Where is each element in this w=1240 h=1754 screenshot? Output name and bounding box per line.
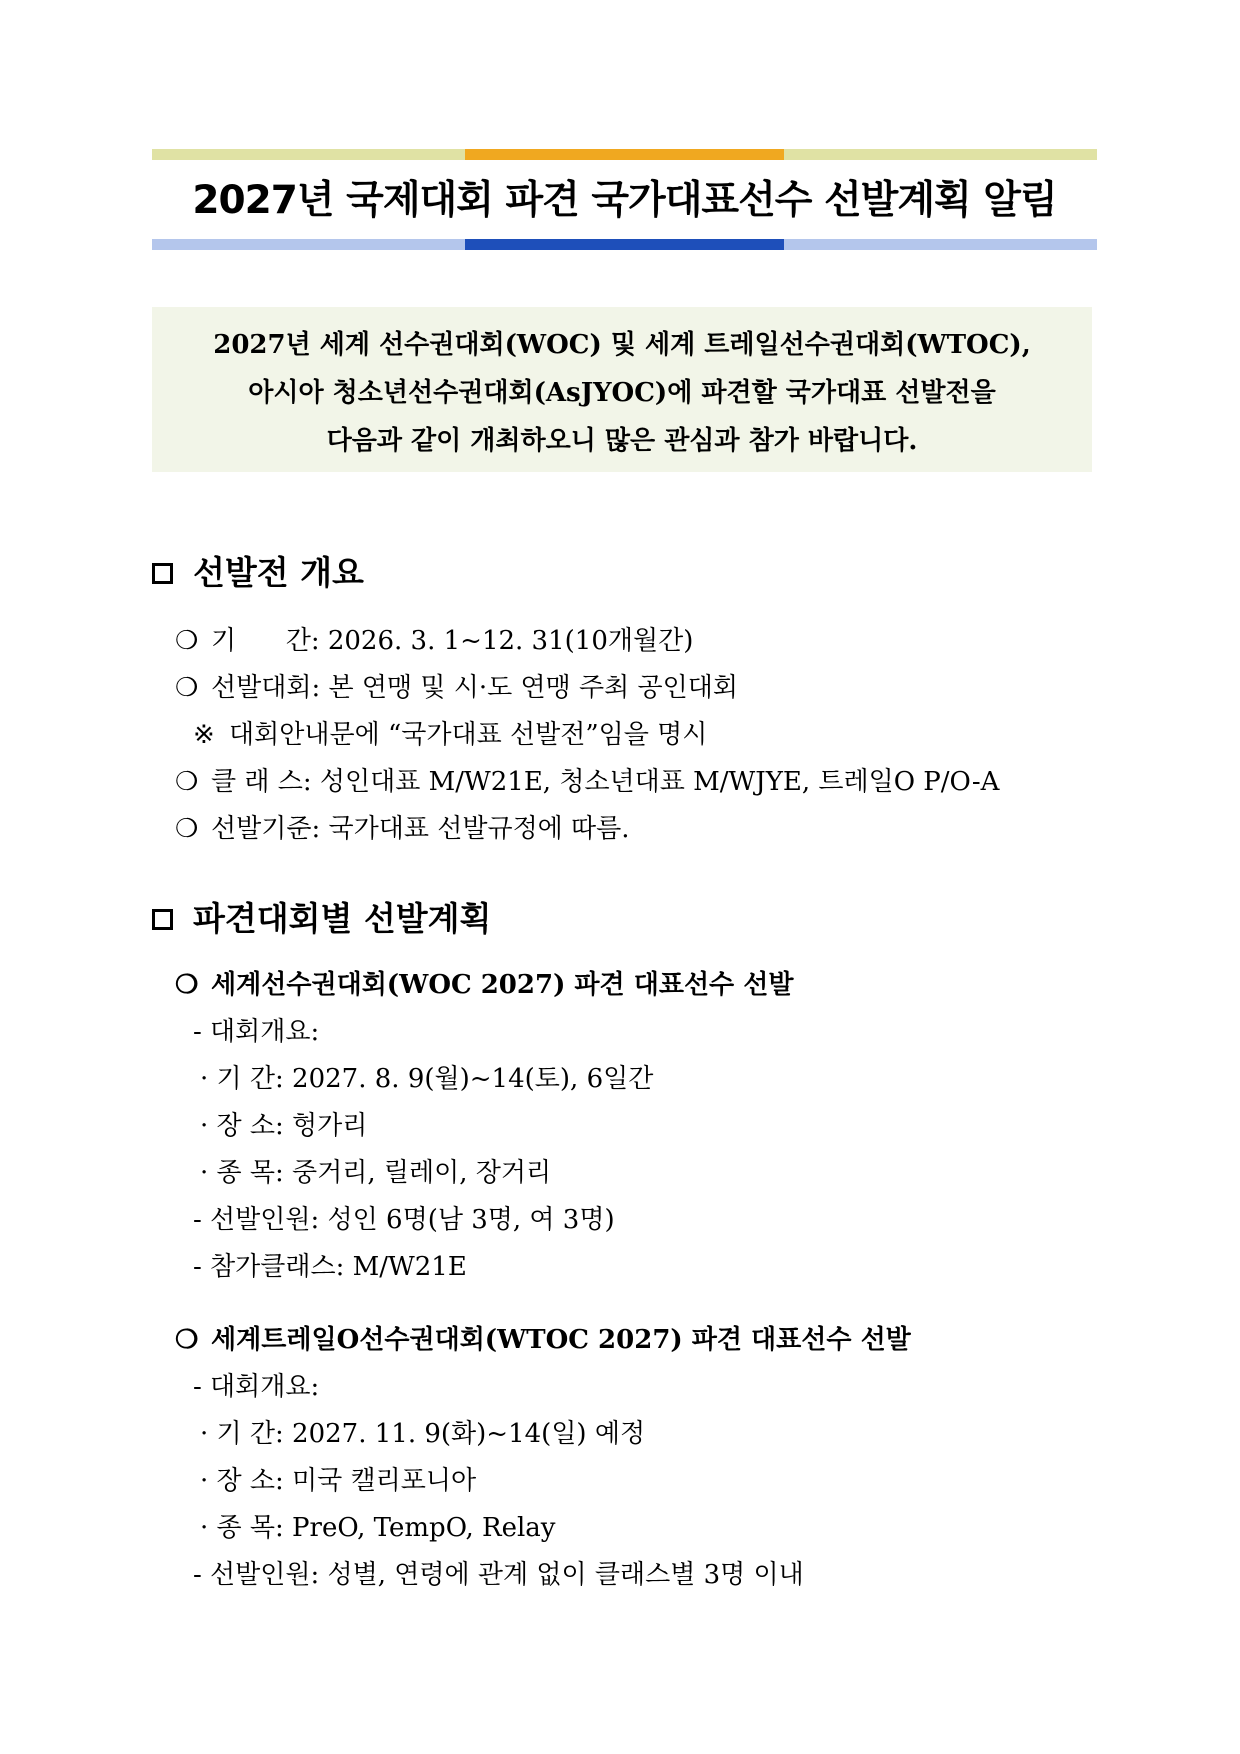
woc-line: - 선발인원: 성인 6명(남 3명, 여 3명) bbox=[193, 1205, 615, 1235]
overview-item-note bbox=[193, 715, 707, 755]
top-bar-right-segment bbox=[784, 149, 1097, 160]
woc-line: · 기 간: 2027. 8. 9(월)~14(토), 6일간 bbox=[200, 1064, 654, 1094]
title-bottom-bar bbox=[152, 239, 1097, 250]
section-heading-overview bbox=[152, 553, 364, 593]
wtoc-heading-text: 세계트레일O선수권대회(WTOC 2027) 파견 대표선수 선발 bbox=[211, 1325, 911, 1355]
section-heading-plans bbox=[152, 899, 491, 939]
wtoc-line: - 대회개요: bbox=[193, 1372, 320, 1402]
circle-bullet-icon: ❍ bbox=[175, 767, 199, 797]
woc-line: · 장 소: 헝가리 bbox=[200, 1111, 368, 1141]
circle-bullet-icon: ❍ bbox=[175, 673, 199, 703]
circle-bullet-icon: ❍ bbox=[175, 626, 199, 656]
wtoc-line: - 선발인원: 성별, 연령에 관계 없이 클래스별 3명 이내 bbox=[193, 1560, 804, 1590]
woc-line: - 대회개요: bbox=[193, 1017, 320, 1047]
wtoc-line: · 기 간: 2027. 11. 9(화)~14(일) 예정 bbox=[200, 1419, 646, 1449]
bottom-bar-middle-segment bbox=[465, 239, 784, 250]
title-top-bar bbox=[152, 149, 1097, 160]
intro-line: 다음과 같이 개최하오니 많은 관심과 참가 바랍니다. bbox=[326, 426, 918, 456]
bottom-bar-left-segment bbox=[152, 239, 465, 250]
overview-item-events bbox=[175, 668, 738, 708]
intro-box bbox=[152, 307, 1092, 472]
woc-line: - 참가클래스: M/W21E bbox=[193, 1252, 467, 1282]
item-text: 클 래 스: 성인대표 M/W21E, 청소년대표 M/WJYE, 트레일O P/O-A bbox=[211, 767, 1000, 797]
page-title: 2027년 국제대회 파견 국가대표선수 선발계획 알림 bbox=[192, 178, 1057, 223]
circle-bullet-icon: ❍ bbox=[175, 814, 199, 844]
woc-heading-text: 세계선수권대회(WOC 2027) 파견 대표선수 선발 bbox=[211, 970, 794, 1000]
top-bar-left-segment bbox=[152, 149, 465, 160]
circle-bullet-icon: ❍ bbox=[175, 970, 199, 1000]
circle-bullet-icon: ❍ bbox=[175, 1325, 199, 1355]
item-text: 기 간: 2026. 3. 1~12. 31(10개월간) bbox=[211, 626, 694, 656]
item-text: 선발대회: 본 연맹 및 시·도 연맹 주최 공인대회 bbox=[211, 673, 738, 703]
intro-line: 2027년 세계 선수권대회(WOC) 및 세계 트레일선수권대회(WTOC), bbox=[213, 330, 1031, 360]
wtoc-line: · 장 소: 미국 캘리포니아 bbox=[200, 1466, 477, 1496]
woc-heading bbox=[175, 965, 793, 1005]
item-text: 대회안내문에 “국가대표 선발전”임을 명시 bbox=[229, 720, 708, 750]
bottom-bar-right-segment bbox=[784, 239, 1097, 250]
top-bar-middle-segment bbox=[465, 149, 784, 160]
section-heading-text: 파견대회별 선발계획 bbox=[193, 899, 492, 938]
reference-mark-icon: ※ bbox=[193, 720, 215, 750]
checkbox-square-icon bbox=[152, 563, 173, 584]
wtoc-heading bbox=[175, 1320, 911, 1360]
checkbox-square-icon bbox=[152, 909, 173, 930]
item-text: 선발기준: 국가대표 선발규정에 따름. bbox=[211, 814, 630, 844]
overview-item-classes bbox=[175, 762, 999, 802]
woc-line: · 종 목: 중거리, 릴레이, 장거리 bbox=[200, 1158, 552, 1188]
wtoc-line: · 종 목: PreO, TempO, Relay bbox=[200, 1513, 556, 1543]
overview-item-period bbox=[175, 621, 693, 661]
intro-line: 아시아 청소년선수권대회(AsJYOC)에 파견할 국가대표 선발전을 bbox=[248, 378, 996, 408]
section-heading-text: 선발전 개요 bbox=[193, 553, 364, 592]
overview-item-criteria bbox=[175, 809, 630, 849]
